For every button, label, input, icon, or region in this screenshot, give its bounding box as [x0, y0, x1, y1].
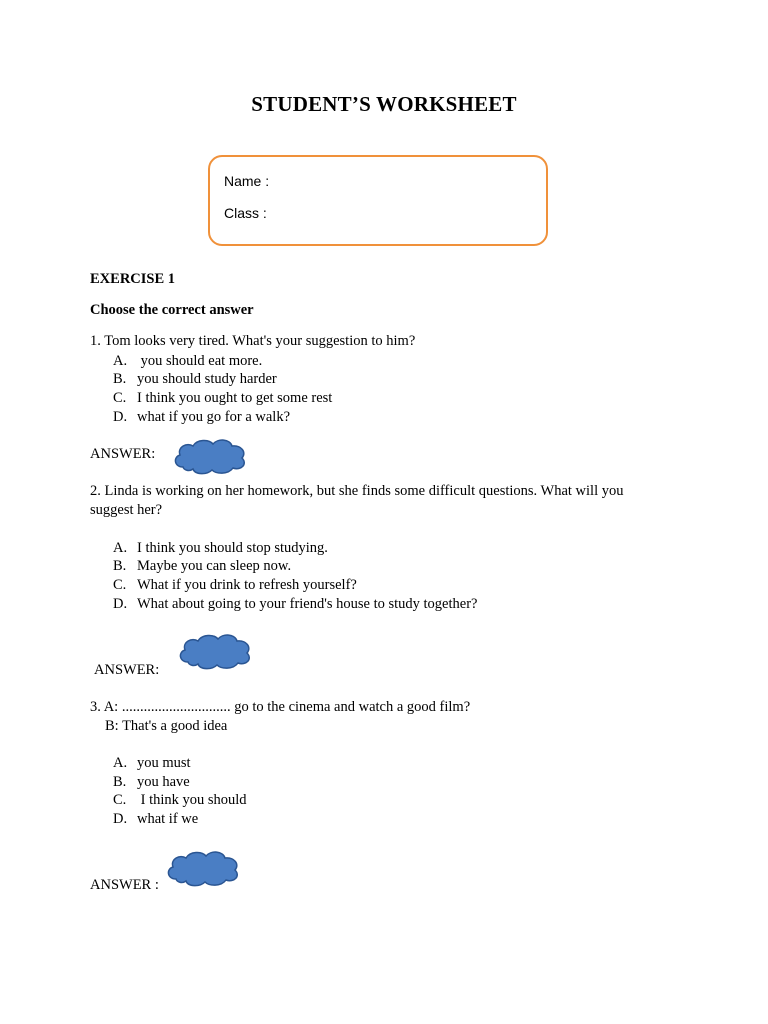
question-3-answer-label: ANSWER : [90, 877, 159, 893]
question-3-option-a[interactable]: A. you must [113, 755, 191, 771]
question-1-option-a[interactable]: A. you should eat more. [113, 353, 263, 369]
question-1-answer-label: ANSWER: [90, 446, 156, 462]
question-3-text-line-1: 3. A: .............................. go to the cinema and watch a good film? [90, 699, 471, 715]
question-1-option-b[interactable]: B. you should study harder [113, 371, 277, 387]
student-info-box [208, 155, 548, 246]
question-2-option-a[interactable]: A. I think you should stop studying. [113, 540, 328, 556]
question-1-option-d[interactable]: D. what if you go for a walk? [113, 409, 291, 425]
question-3-text-line-2: B: That's a good idea [105, 718, 228, 734]
question-2-option-c[interactable]: C. What if you drink to refresh yourself? [113, 577, 357, 593]
answer-cloud-icon[interactable] [176, 632, 254, 672]
question-1-text: 1. Tom looks very tired. What's your suggestion to him? [90, 333, 416, 349]
page-title: STUDENT’S WORKSHEET [251, 92, 517, 116]
question-3-option-b[interactable]: B. you have [113, 774, 190, 790]
question-2-text-line-2: suggest her? [90, 502, 163, 518]
question-3-option-d[interactable]: D. what if we [113, 811, 199, 827]
question-2-answer-label: ANSWER: [94, 662, 160, 678]
exercise-instruction: Choose the correct answer [90, 302, 254, 318]
name-label: Name : [224, 173, 270, 189]
question-2-option-d[interactable]: D. What about going to your friend's house to study together? [113, 596, 478, 612]
exercise-heading: EXERCISE 1 [90, 271, 176, 287]
answer-cloud-icon[interactable] [164, 849, 242, 889]
question-1-option-c[interactable]: C. I think you ought to get some rest [113, 390, 333, 406]
answer-cloud-icon[interactable] [171, 437, 249, 477]
question-3-option-c[interactable]: C. I think you should [113, 792, 247, 808]
question-2-text-line-1: 2. Linda is working on her homework, but she finds some difficult questions. What will you [90, 483, 624, 499]
class-label: Class : [224, 205, 267, 221]
question-2-option-b[interactable]: B. Maybe you can sleep now. [113, 558, 292, 574]
